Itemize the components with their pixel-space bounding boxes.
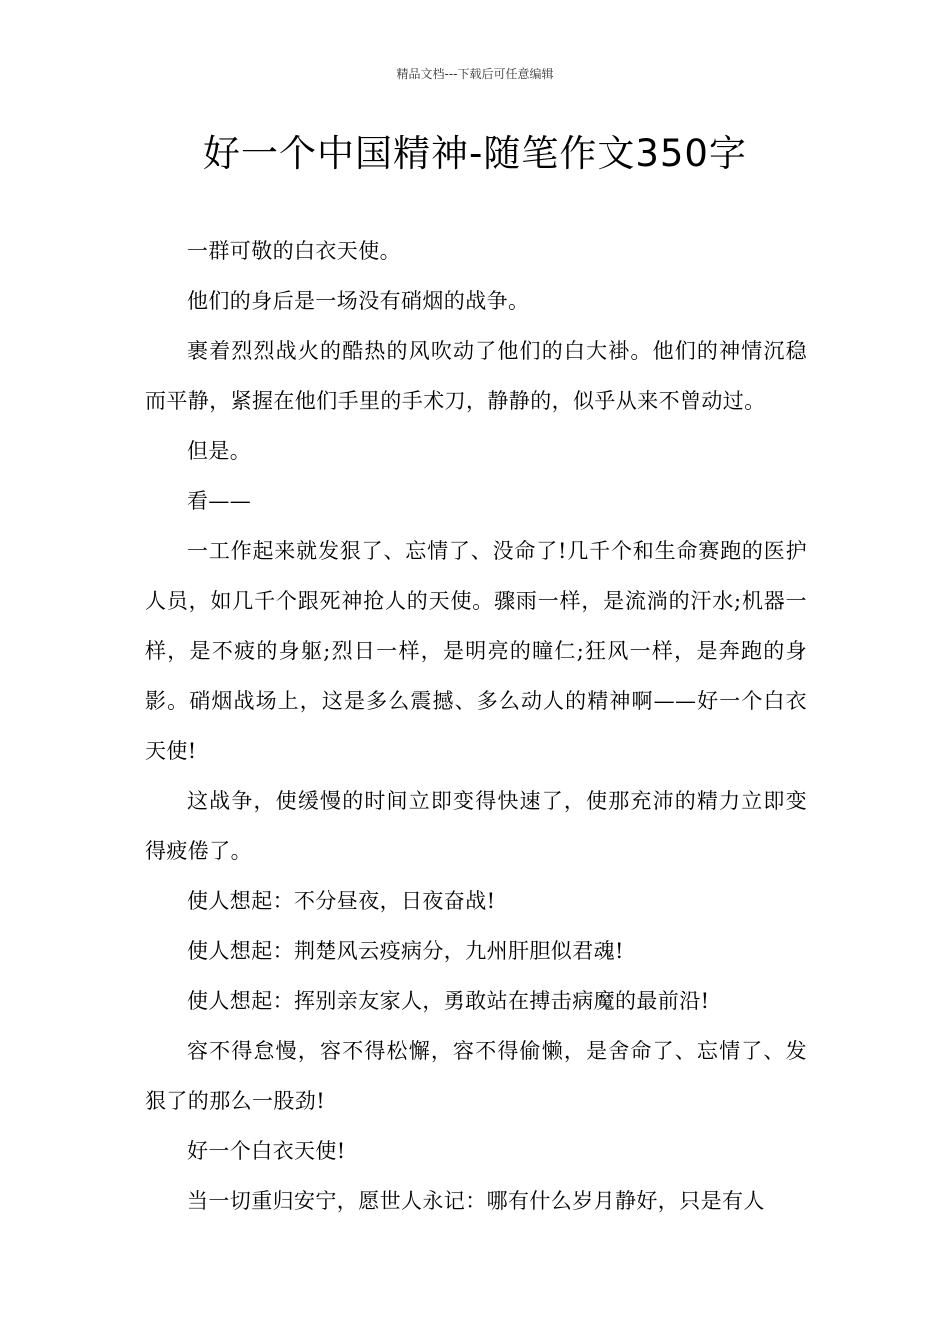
paragraph: 看—— xyxy=(187,489,252,513)
paragraph: 一群可敬的白衣天使。 xyxy=(187,239,401,263)
paragraph: 好一个白衣天使! xyxy=(187,1139,346,1163)
paragraph: 使人想起：挥别亲友家人，勇敢站在搏击病魔的最前沿! xyxy=(187,989,710,1013)
paragraph: 使人想起：荆楚风云疫病分，九州肝胆似君魂! xyxy=(187,939,624,963)
paragraph: 使人想起：不分昼夜，日夜奋战! xyxy=(187,889,496,913)
paragraph: 这战争，使缓慢的时间立即变得快速了，使那充沛的精力立即变得疲倦了。 xyxy=(145,789,807,863)
paragraph: 容不得怠慢，容不得松懈，容不得偷懒，是舍命了、忘情了、发狠了的那么一股劲! xyxy=(145,1039,807,1113)
paragraph: 当一切重归安宁，愿世人永记：哪有什么岁月静好，只是有人 xyxy=(187,1189,765,1213)
page-header-note: 精品文档---下载后可任意编辑 xyxy=(396,67,554,81)
paragraph: 但是。 xyxy=(187,439,252,463)
paragraph: 他们的身后是一场没有硝烟的战争。 xyxy=(187,289,530,313)
paragraph: 裹着烈烈战火的酷热的风吹动了他们的白大褂。他们的神情沉稳而平静，紧握在他们手里的手术刀，静静的，似乎从来不曾动过。 xyxy=(145,339,807,413)
document-body xyxy=(145,226,807,1226)
document-title: 好一个中国精神-随笔作文350字 xyxy=(203,132,747,175)
paragraph: 一工作起来就发狠了、忘情了、没命了!几千个和生命赛跑的医护人员，如几千个跟死神抢人的天使。骤雨一样，是流淌的汗水;机器一样，是不疲的身躯;烈日一样，是明亮的瞳仁;狂风一样，是奔跑的身影。硝烟战场上，这是多么震撼、多么动人的精神啊——好一个白衣天使! xyxy=(145,539,807,763)
